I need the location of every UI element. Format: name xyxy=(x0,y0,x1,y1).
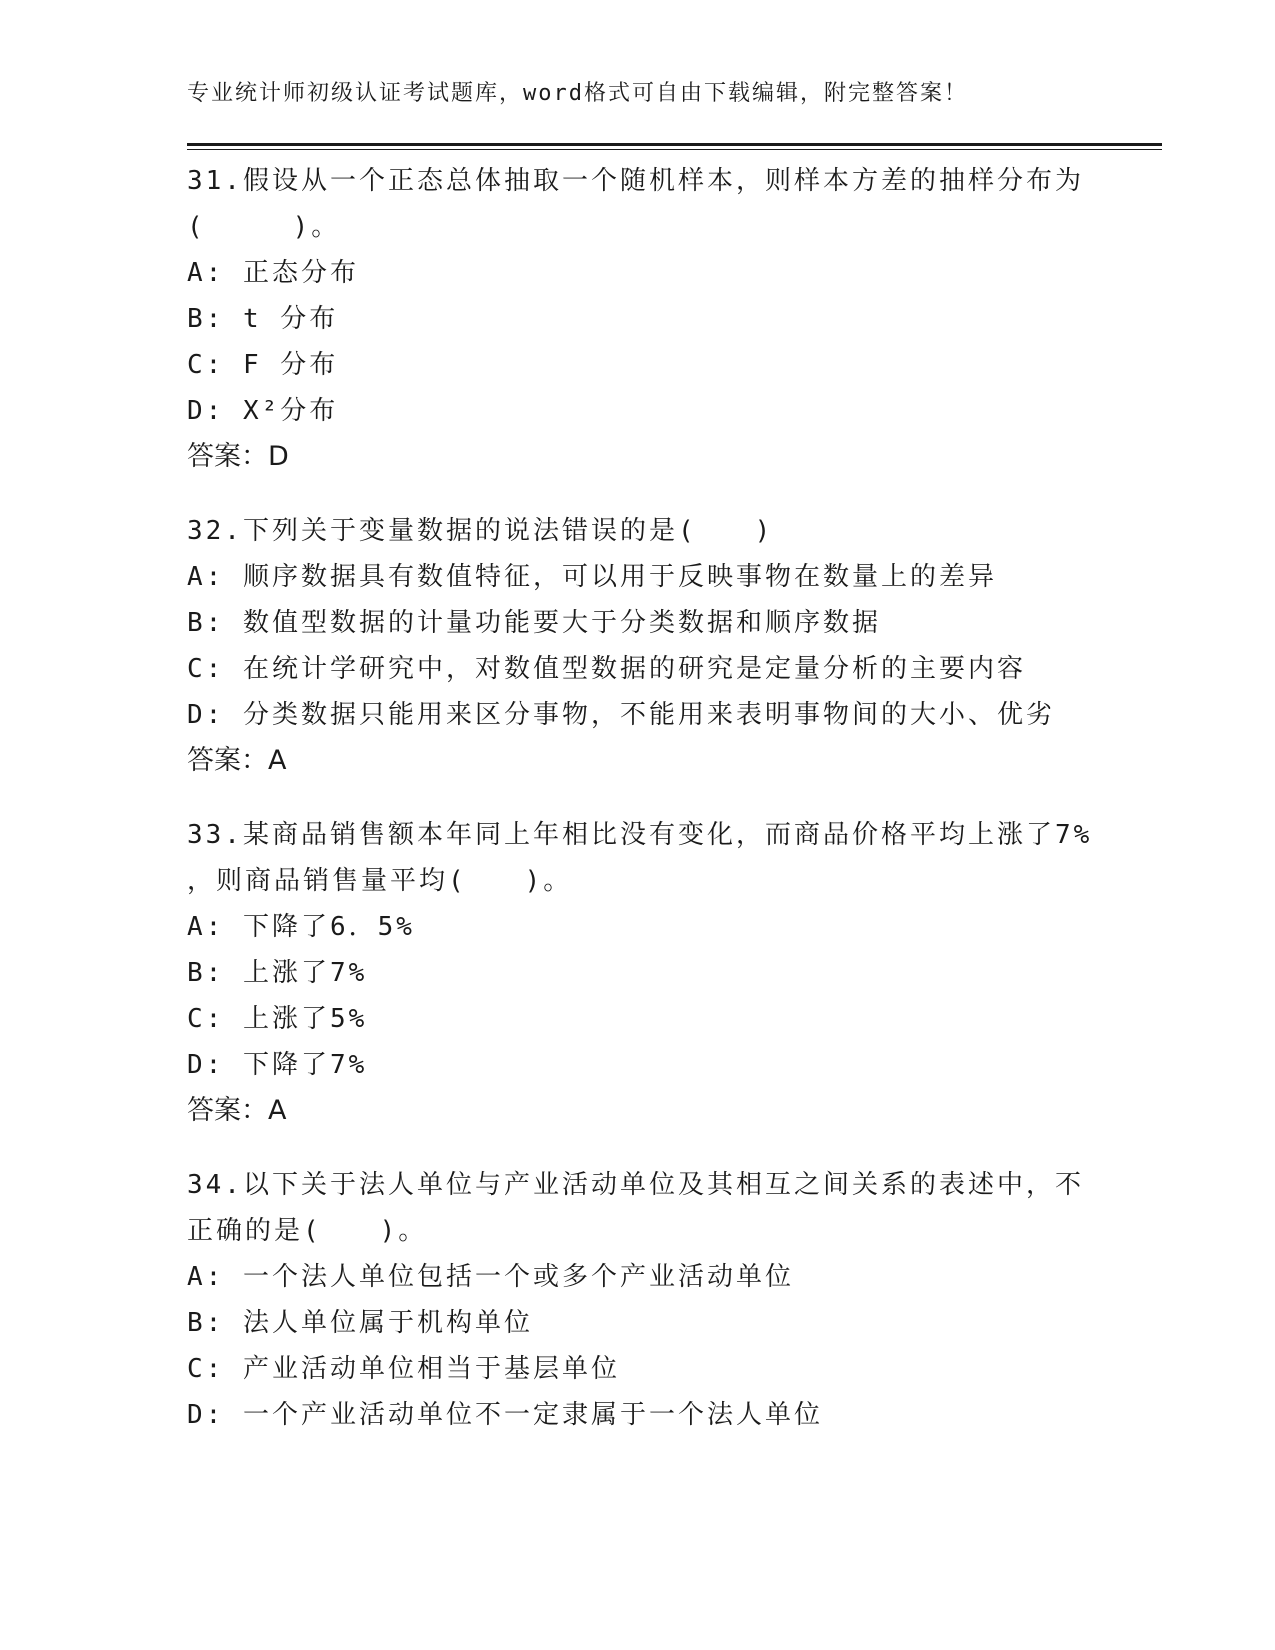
answer-option: C: F 分布 xyxy=(187,350,339,380)
question-block xyxy=(187,508,1107,784)
answer-option: D: X²分布 xyxy=(187,396,339,426)
question-stem: 正确的是( )。 xyxy=(187,1216,428,1246)
header-divider-thick xyxy=(187,143,1162,146)
page-header: 专业统计师初级认证考试题库，word格式可自由下载编辑，附完整答案！ xyxy=(187,81,968,106)
answer-option: A: 正态分布 xyxy=(187,258,359,288)
answer-label: 答案： xyxy=(187,1095,268,1126)
answer-key xyxy=(187,434,1107,480)
answer-option: B: 上涨了7% xyxy=(187,958,368,988)
question-stem: 33.某商品销售额本年同上年相比没有变化，而商品价格平均上涨了7% xyxy=(187,820,1093,850)
question-block xyxy=(187,158,1107,480)
header-divider-thin xyxy=(187,149,1162,150)
answer-value: A xyxy=(268,1095,287,1126)
question-stem: ，则商品销售量平均( )。 xyxy=(187,866,573,896)
question-stem: 32.下列关于变量数据的说法错误的是( ) xyxy=(187,516,774,546)
answer-option: D: 下降了7% xyxy=(187,1050,368,1080)
answer-option: B: 数值型数据的计量功能要大于分类数据和顺序数据 xyxy=(187,608,881,638)
question-stem: 31.假设从一个正态总体抽取一个随机样本，则样本方差的抽样分布为 xyxy=(187,166,1084,196)
answer-key xyxy=(187,738,1107,784)
question-block xyxy=(187,1162,1107,1438)
answer-option: B: 法人单位属于机构单位 xyxy=(187,1308,533,1338)
answer-option: A: 一个法人单位包括一个或多个产业活动单位 xyxy=(187,1262,794,1292)
answer-option: D: 分类数据只能用来区分事物，不能用来表明事物间的大小、优劣 xyxy=(187,700,1055,730)
answer-option: A: 下降了6．5% xyxy=(187,912,415,942)
question-block xyxy=(187,812,1107,1134)
answer-value: A xyxy=(268,745,287,776)
answer-value: D xyxy=(268,441,289,472)
answer-key xyxy=(187,1088,1107,1134)
answer-option: C: 产业活动单位相当于基层单位 xyxy=(187,1354,620,1384)
answer-label: 答案： xyxy=(187,745,268,776)
answer-option: A: 顺序数据具有数值特征，可以用于反映事物在数量上的差异 xyxy=(187,562,997,592)
answer-option: D: 一个产业活动单位不一定隶属于一个法人单位 xyxy=(187,1400,823,1430)
question-list xyxy=(187,158,1107,1466)
answer-option: C: 在统计学研究中，对数值型数据的研究是定量分析的主要内容 xyxy=(187,654,1026,684)
question-stem: 34.以下关于法人单位与产业活动单位及其相互之间关系的表述中，不 xyxy=(187,1170,1084,1200)
answer-option: C: 上涨了5% xyxy=(187,1004,368,1034)
answer-label: 答案： xyxy=(187,441,268,472)
answer-option: B: t 分布 xyxy=(187,304,339,334)
question-stem: ( )。 xyxy=(187,212,341,242)
